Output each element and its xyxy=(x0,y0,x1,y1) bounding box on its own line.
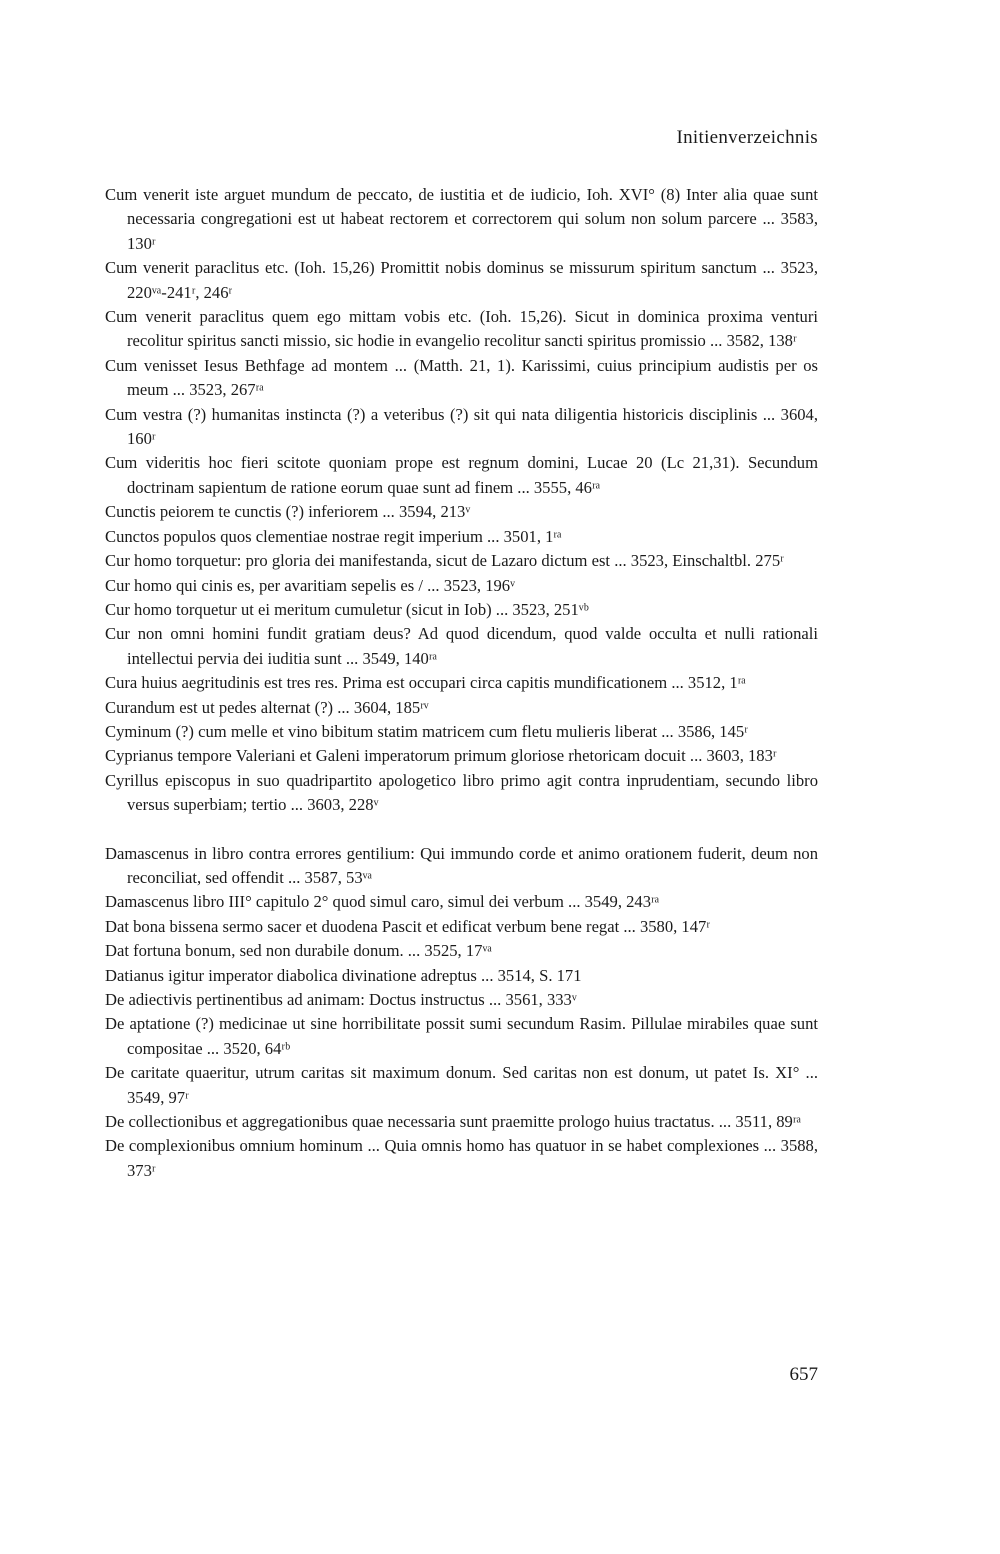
index-entry: De complexionibus omnium hominum ... Quia omnis homo has quatuor in se habet complexiones ... 3588, 373ʳ xyxy=(105,1136,818,1180)
running-title: Initienverzeichnis xyxy=(676,127,818,148)
index-entry: Cum venerit iste arguet mundum de peccato, de iustitia et de iudicio, Ioh. XVI° (8) Inter alia quae sunt necessaria congregationi est ut habeat rectorem et correctorem qui solum non solum parcere ... 3583, 130ʳ xyxy=(105,185,818,253)
index-entry: Cyrillus episcopus in suo quadripartito apologetico libro primo agit contra inprudentiam, secundo libro versus superbiam; tertio ... 3603, 228ᵛ xyxy=(105,770,818,815)
index-entry: Dat fortuna bonum, sed non durabile donum. ... 3525, 17ᵛᵃ xyxy=(105,941,492,961)
index-entry: Cunctis peiorem te cunctis (?) inferiorem ... 3594, 213ᵛ xyxy=(105,502,471,522)
index-entry: De caritate quaeritur, utrum caritas sit maximum donum. Sed caritas non est donum, ut patet Is. XI° ... 3549, 97ʳ xyxy=(105,1063,818,1107)
index-entry: Cunctos populos quos clementiae nostrae regit imperium ... 3501, 1ʳᵃ xyxy=(105,526,562,546)
index-entry: Cur homo torquetur: pro gloria dei manifestanda, sicut de Lazaro dictum est ... 3523, Einschaltbl. 275ʳ xyxy=(105,551,784,571)
page-number: 657 xyxy=(789,1364,818,1385)
index-entry: Cum venisset Iesus Bethfage ad montem ... (Matth. 21, 1). Karissimi, cuius principium audistis per os meum ... 3523, 267ʳᵃ xyxy=(105,355,818,400)
index-entry: Cyminum (?) cum melle et vino bibitum statim matricem cum fletu mulieris liberat ... 3586, 145ʳ xyxy=(105,721,748,741)
index-entry: Dat bona bissena sermo sacer et duodena Pascit et edificat verbum bene regat ... 3580, 147ʳ xyxy=(105,916,710,936)
index-entry: Damascenus libro III° capitulo 2° quod simul caro, simul dei verbum ... 3549, 243ʳᵃ xyxy=(105,892,660,912)
index-entry: Datianus igitur imperator diabolica divinatione adreptus ... 3514, S. 171 xyxy=(105,965,582,985)
index-entry: Cum vestra (?) humanitas instincta (?) a veteribus (?) sit qui nata diligentia historicis disciplinis ... 3604, 160ʳ xyxy=(105,404,818,449)
index-entry: Cur homo torquetur ut ei meritum cumuletur (sicut in Iob) ... 3523, 251ᵛᵇ xyxy=(105,599,589,619)
index-entry: De aptatione (?) medicinae ut sine horribilitate possit sumi secundum Rasim. Pillulae mirabiles quae sunt compositae ... 3520, 64ʳᵇ xyxy=(105,1014,818,1058)
index-entry: Cyprianus tempore Valeriani et Galeni imperatorum primum gloriose rhetoricam docuit ... 3603, 183ʳ xyxy=(105,746,777,766)
index-entry: De adiectivis pertinentibus ad animam: Doctus instructus ... 3561, 333ᵛ xyxy=(105,990,577,1009)
index-entry: Curandum est ut pedes alternat (?) ... 3604, 185ʳᵛ xyxy=(105,697,429,717)
index-entry: Damascenus in libro contra errores gentilium: Qui immundo corde et animo orationem fuderit, deum non reconciliat, sed offendit ... 3587, 53ᵛᵃ xyxy=(105,843,818,887)
index-entry: De collectionibus et aggregationibus quae necessaria sunt praemitte prologo huius tractatus. ... 3511, 89ʳᵃ xyxy=(105,1112,801,1132)
index-entry: Cura huius aegritudinis est tres res. Prima est occupari circa capitis mundificationem ... 3512, 1ʳᵃ xyxy=(105,673,746,693)
index-entry: Cum videritis hoc fieri scitote quoniam prope est regnum domini, Lucae 20 (Lc 21,31). Secundum doctrinam sapientum de ratione eorum quae sunt ad finem ... 3555, 46ʳᵃ xyxy=(105,453,818,497)
index-entry: Cum venerit paraclitus quem ego mittam vobis etc. (Ioh. 15,26). Sicut in dominica proxima venturi recolitur spiritus sancti missio, sic hodie in evangelio recolitur sancti spiritus promissio ... 3582, 138ʳ xyxy=(105,307,818,351)
index-entry: Cum venerit paraclitus etc. (Ioh. 15,26) Promittit nobis dominus se missurum spiritum sanctum ... 3523, 220ᵛᵃ-241ʳ, 246ʳ xyxy=(105,258,818,302)
index-entry-list xyxy=(105,183,818,1183)
index-entry: Cur homo qui cinis es, per avaritiam sepelis es / ... 3523, 196ᵛ xyxy=(105,575,515,595)
index-entry: Cur non omni homini fundit gratiam deus? Ad quod dicendum, quod valde occulta et nulli rationali intellectui pervia dei iuditia sunt ... 3549, 140ʳᵃ xyxy=(105,624,818,668)
